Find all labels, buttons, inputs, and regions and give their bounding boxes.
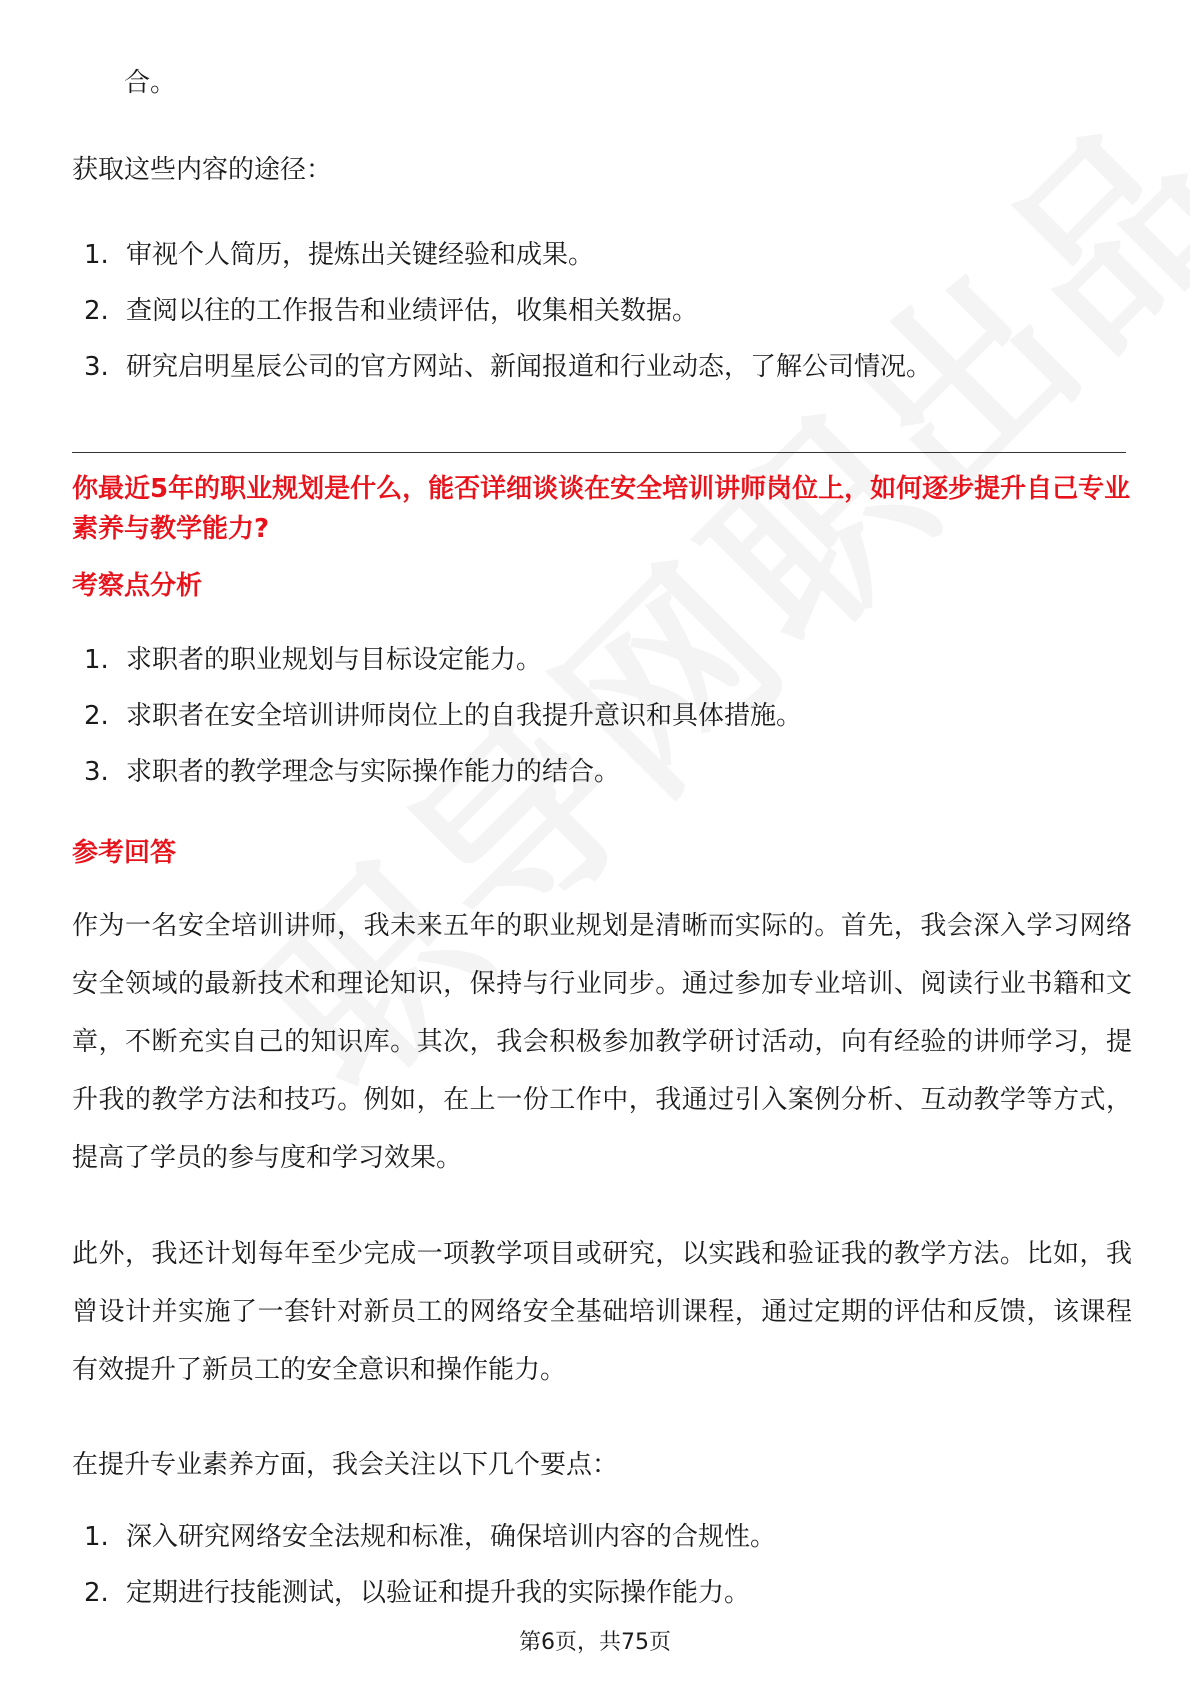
list-text: 审视个人简历，提炼出关键经验和成果。 [126,240,595,270]
answer-paragraph: 此外，我还计划每年至少完成一项教学项目或研究，以实践和验证我的教学方法。比如，我曾设计并实施了一套针对新员工的网络安全基础培训课程，通过定期的评估和反馈，该课程有效提升了新员工的安全意识和操作能力。 [72,1239,1132,1385]
list-text: 求职者的教学理念与实际操作能力的结合。 [126,757,621,787]
list-text: 求职者在安全培训讲师岗位上的自我提升意识和具体措施。 [126,701,803,731]
analysis-heading: 考察点分析 [72,571,203,601]
list-number: 2. [84,296,109,326]
sources-intro: 获取这些内容的途径： [72,155,333,185]
question-heading: 你最近5年的职业规划是什么，能否详细谈谈在安全培训讲师岗位上，如何逐步提升自己专业素养与教学能力? [72,474,1131,544]
points-list [72,1509,1122,1621]
list-number: 1. [84,1522,109,1552]
list-text: 求职者的职业规划与目标设定能力。 [126,645,543,675]
section-divider [72,452,1126,453]
list-number: 2. [84,701,109,731]
list-number: 3. [84,757,109,787]
answer-paragraph: 作为一名安全培训讲师，我未来五年的职业规划是清晰而实际的。首先，我会深入学习网络安全领域的最新技术和理论知识，保持与行业同步。通过参加专业培训、阅读行业书籍和文章，不断充实自己的知识库。其次，我会积极参加教学研讨活动，向有经验的讲师学习，提升我的教学方法和技巧。例如，在上一份工作中，我通过引入案例分析、互动教学等方式，提高了学员的参与度和学习效果。 [72,911,1132,1173]
page-footer: 第6页，共75页 [519,1630,671,1655]
list-item [72,1565,1122,1621]
list-item [72,283,1122,339]
list-item [72,1509,1122,1565]
list-item [72,227,1122,283]
list-number: 1. [84,645,109,675]
list-number: 1. [84,240,109,270]
list-item [72,744,1122,800]
list-text: 定期进行技能测试，以验证和提升我的实际操作能力。 [126,1578,751,1608]
analysis-list [72,632,1122,800]
list-number: 3. [84,352,109,382]
list-item [72,632,1122,688]
list-text: 研究启明星辰公司的官方网站、新闻报道和行业动态，了解公司情况。 [126,352,933,382]
list-item [72,688,1122,744]
list-text: 深入研究网络安全法规和标准，确保培训内容的合规性。 [126,1522,777,1552]
list-text: 查阅以往的工作报告和业绩评估，收集相关数据。 [126,296,699,326]
sources-list [72,227,1122,395]
answer-paragraph: 在提升专业素养方面，我会关注以下几个要点： [72,1450,619,1480]
list-item [72,339,1122,395]
list-number: 2. [84,1578,109,1608]
answer-heading: 参考回答 [72,838,177,868]
continuation-text: 合。 [124,68,177,98]
